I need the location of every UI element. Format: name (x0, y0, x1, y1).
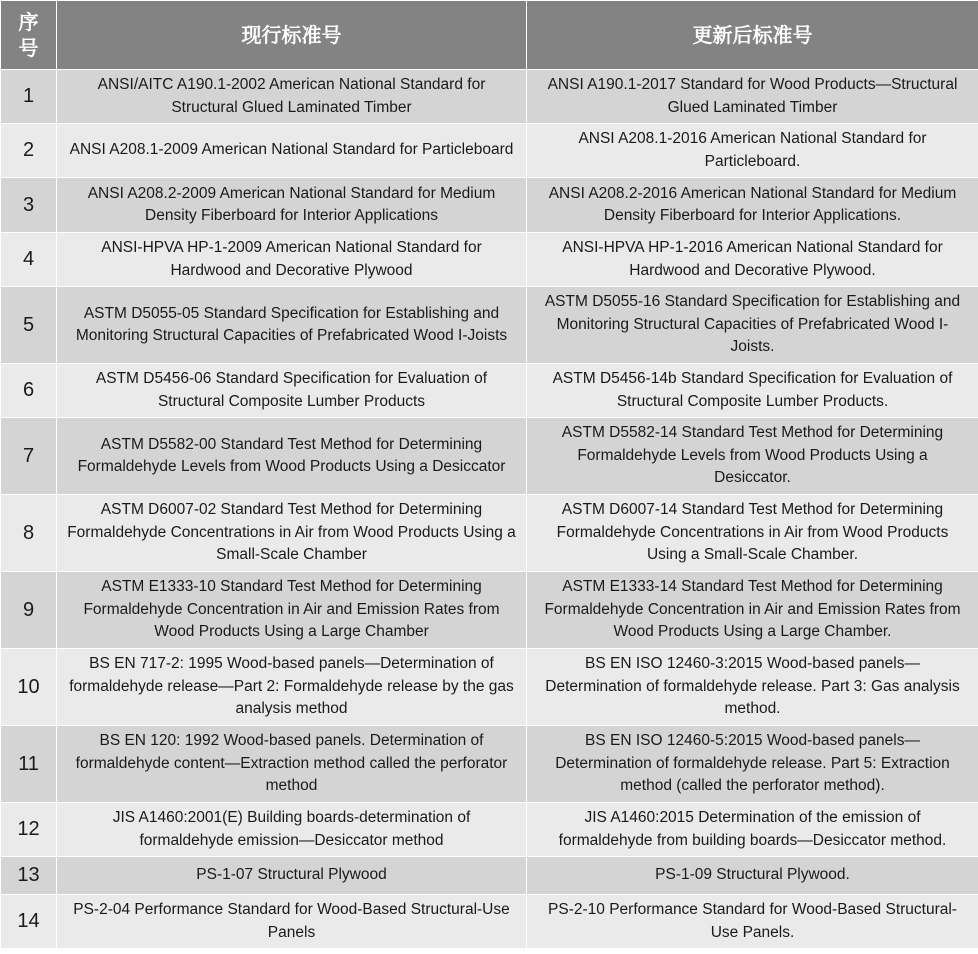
row-number: 7 (1, 418, 57, 495)
table-row (1, 418, 978, 495)
row-number: 9 (1, 572, 57, 649)
table-row (1, 364, 978, 418)
header-current-standard: 现行标准号 (57, 1, 527, 70)
row-number: 3 (1, 178, 57, 233)
header-updated-standard: 更新后标准号 (527, 1, 978, 70)
table-row (1, 803, 978, 857)
current-standard-cell: ASTM D5055-05 Standard Specification for Establishing and Monitoring Structural Capacities of Prefabricated Wood I-Joists (57, 287, 527, 364)
updated-standard-cell: ANSI-HPVA HP-1-2016 American National Standard for Hardwood and Decorative Plywood. (527, 233, 978, 287)
updated-standard-cell: JIS A1460:2015 Determination of the emission of formaldehyde from building boards—Desiccator method. (527, 803, 978, 857)
table-row (1, 857, 978, 895)
updated-standard-cell: ASTM D6007-14 Standard Test Method for Determining Formaldehyde Concentrations in Air from Wood Products Using a Small-Scale Chamber. (527, 495, 978, 572)
row-number: 4 (1, 233, 57, 287)
header-serial-line-1: 序 (18, 10, 39, 34)
current-standard-cell: ASTM D5582-00 Standard Test Method for Determining Formaldehyde Levels from Wood Products Using a Desiccator (57, 418, 527, 495)
updated-standard-cell: ASTM D5456-14b Standard Specification for Evaluation of Structural Composite Lumber Products. (527, 364, 978, 418)
row-number: 2 (1, 124, 57, 178)
row-number: 1 (1, 70, 57, 124)
row-number: 8 (1, 495, 57, 572)
updated-standard-cell: PS-2-10 Performance Standard for Wood-Based Structural-Use Panels. (527, 895, 978, 949)
updated-standard-cell: ASTM D5582-14 Standard Test Method for Determining Formaldehyde Levels from Wood Products Using a Desiccator. (527, 418, 978, 495)
table-row (1, 70, 978, 124)
current-standard-cell: ASTM E1333-10 Standard Test Method for Determining Formaldehyde Concentration in Air and Emission Rates from Wood Products Using a Large Chamber (57, 572, 527, 649)
current-standard-cell: ANSI-HPVA HP-1-2009 American National Standard for Hardwood and Decorative Plywood (57, 233, 527, 287)
current-standard-cell: BS EN 120: 1992 Wood-based panels. Determination of formaldehyde content—Extraction method called the perforator method (57, 726, 527, 803)
row-number: 6 (1, 364, 57, 418)
header-serial-number (1, 1, 57, 70)
updated-standard-cell: ANSI A208.1-2016 American National Standard for Particleboard. (527, 124, 978, 178)
updated-standard-cell: ANSI A190.1-2017 Standard for Wood Products—Structural Glued Laminated Timber (527, 70, 978, 124)
current-standard-cell: ANSI/AITC A190.1-2002 American National Standard for Structural Glued Laminated Timber (57, 70, 527, 124)
updated-standard-cell: ANSI A208.2-2016 American National Standard for Medium Density Fiberboard for Interior Applications. (527, 178, 978, 233)
row-number: 11 (1, 726, 57, 803)
current-standard-cell: PS-2-04 Performance Standard for Wood-Based Structural-Use Panels (57, 895, 527, 949)
table-row (1, 572, 978, 649)
updated-standard-cell: ASTM D5055-16 Standard Specification for Establishing and Monitoring Structural Capacities of Prefabricated Wood I-Joists. (527, 287, 978, 364)
updated-standard-cell: ASTM E1333-14 Standard Test Method for Determining Formaldehyde Concentration in Air and Emission Rates from Wood Products Using a Large Chamber. (527, 572, 978, 649)
current-standard-cell: ANSI A208.1-2009 American National Standard for Particleboard (57, 124, 527, 178)
table-row (1, 726, 978, 803)
current-standard-cell: ANSI A208.2-2009 American National Standard for Medium Density Fiberboard for Interior Applications (57, 178, 527, 233)
row-number: 13 (1, 857, 57, 895)
current-standard-cell: ASTM D5456-06 Standard Specification for Evaluation of Structural Composite Lumber Products (57, 364, 527, 418)
current-standard-cell: PS-1-07 Structural Plywood (57, 857, 527, 895)
row-number: 14 (1, 895, 57, 949)
row-number: 12 (1, 803, 57, 857)
row-number: 10 (1, 649, 57, 726)
row-number: 5 (1, 287, 57, 364)
header-row (1, 1, 978, 70)
header-serial-line-2: 号 (18, 36, 39, 60)
table-row (1, 287, 978, 364)
table-row (1, 124, 978, 178)
updated-standard-cell: BS EN ISO 12460-5:2015 Wood-based panels—Determination of formaldehyde release. Part 5: Extraction method (called the perforator method). (527, 726, 978, 803)
current-standard-cell: JIS A1460:2001(E) Building boards-determination of formaldehyde emission—Desiccator method (57, 803, 527, 857)
current-standard-cell: ASTM D6007-02 Standard Test Method for Determining Formaldehyde Concentrations in Air from Wood Products Using a Small-Scale Chamber (57, 495, 527, 572)
table-row (1, 233, 978, 287)
table-row (1, 178, 978, 233)
current-standard-cell: BS EN 717-2: 1995 Wood-based panels—Determination of formaldehyde release—Part 2: Formaldehyde release by the gas analysis method (57, 649, 527, 726)
table-row (1, 649, 978, 726)
updated-standard-cell: PS-1-09 Structural Plywood. (527, 857, 978, 895)
table-row (1, 895, 978, 949)
updated-standard-cell: BS EN ISO 12460-3:2015 Wood-based panels—Determination of formaldehyde release. Part 3: Gas analysis method. (527, 649, 978, 726)
table-row (1, 495, 978, 572)
